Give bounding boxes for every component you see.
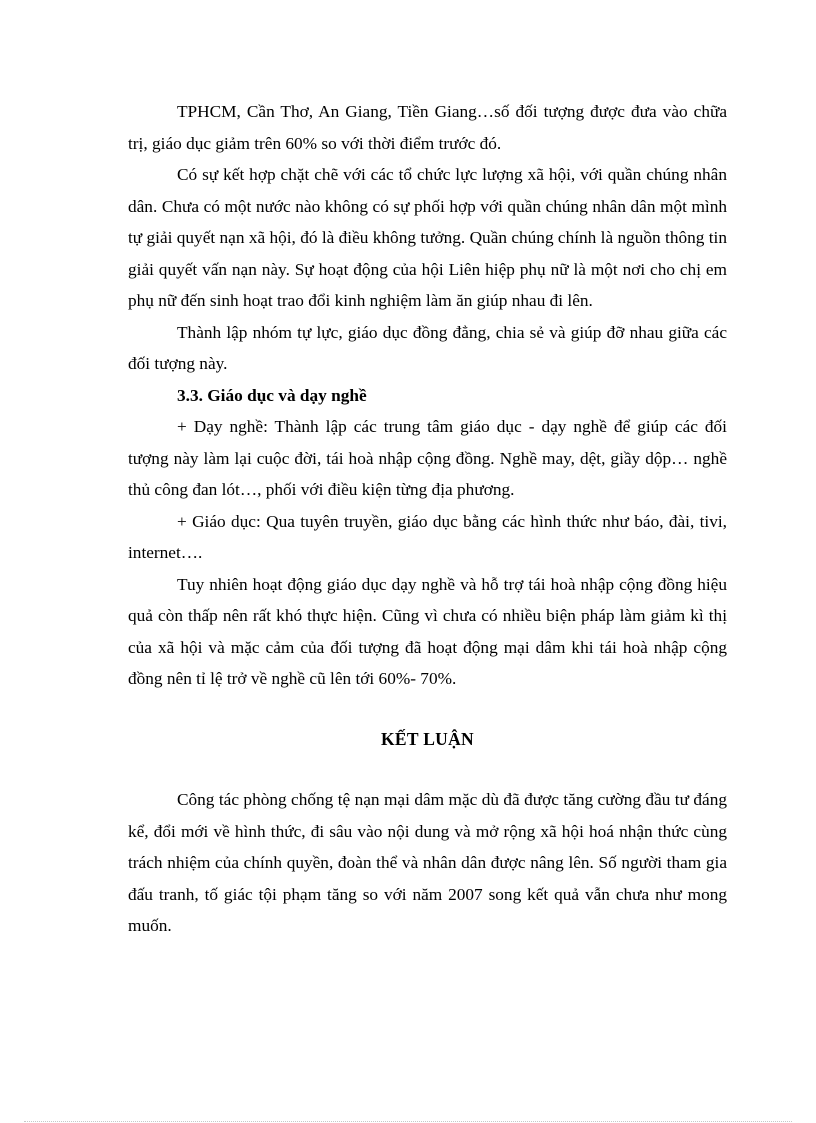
paragraph-education: + Giáo dục: Qua tuyên truyền, giáo dục bằng các hình thức như báo, đài, tivi, internet…. [128,511,727,562]
page-bottom-divider [24,1121,792,1122]
document-body [128,96,727,942]
section-heading: 3.3. Giáo dục và dạy nghề [177,385,367,405]
paragraph-limitations: Tuy nhiên hoạt động giáo dục dạy nghề và hỗ trợ tái hoà nhập cộng đồng hiệu quả còn thấp nên rất khó thực hiện. Cũng vì chưa có nhiều biện pháp làm giảm kì thị của xã hội và mặc cảm của đối tượng đã hoạt động mại dâm khi tái hoà nhập cộng đồng nên tỉ lệ trở về nghề cũ lên tới 60%- 70%. [128,574,727,688]
paragraph-vocational-training: + Dạy nghề: Thành lập các trung tâm giáo dục - dạy nghề để giúp các đối tượng này làm lại cuộc đời, tái hoà nhập cộng đồng. Nghề may, dệt, giầy dộp… nghề thủ công đan lót…, phối với điều kiện từng địa phương. [128,417,727,499]
paragraph-conclusion: Công tác phòng chống tệ nạn mại dâm mặc dù đã được tăng cường đầu tư đáng kể, đổi mới về hình thức, đi sâu vào nội dung và mở rộng xã hội hoá nhận thức cùng trách nhiệm của chính quyền, đoàn thể và nhân dân được nâng lên. Số người tham gia đấu tranh, tố giác tội phạm tăng so với năm 2007 song kết quả vẫn chưa như mong muốn. [128,790,727,935]
paragraph-treatment-results: TPHCM, Cần Thơ, An Giang, Tiền Giang…số đối tượng được đưa vào chữa trị, giáo dục giảm trên 60% so với thời điểm trước đó. [128,102,727,153]
paragraph-self-help-groups: Thành lập nhóm tự lực, giáo dục đồng đẳng, chia sẻ và giúp đỡ nhau giữa các đối tượng này. [128,322,727,373]
paragraph-community-cooperation: Có sự kết hợp chặt chẽ với các tổ chức lực lượng xã hội, với quần chúng nhân dân. Chưa có một nước nào không có sự phối hợp với quần chúng nhân dân một mình tự giải quyết nạn xã hội, đó là điều không tưởng. Quần chúng chính là nguồn thông tin giải quyết vấn nạn này. Sự hoạt động của hội Liên hiệp phụ nữ là một nơi cho chị em phụ nữ đến sinh hoạt trao đổi kinh nghiệm làm ăn giúp nhau đi lên. [128,165,727,310]
conclusion-title: KẾT LUẬN [380,728,474,749]
